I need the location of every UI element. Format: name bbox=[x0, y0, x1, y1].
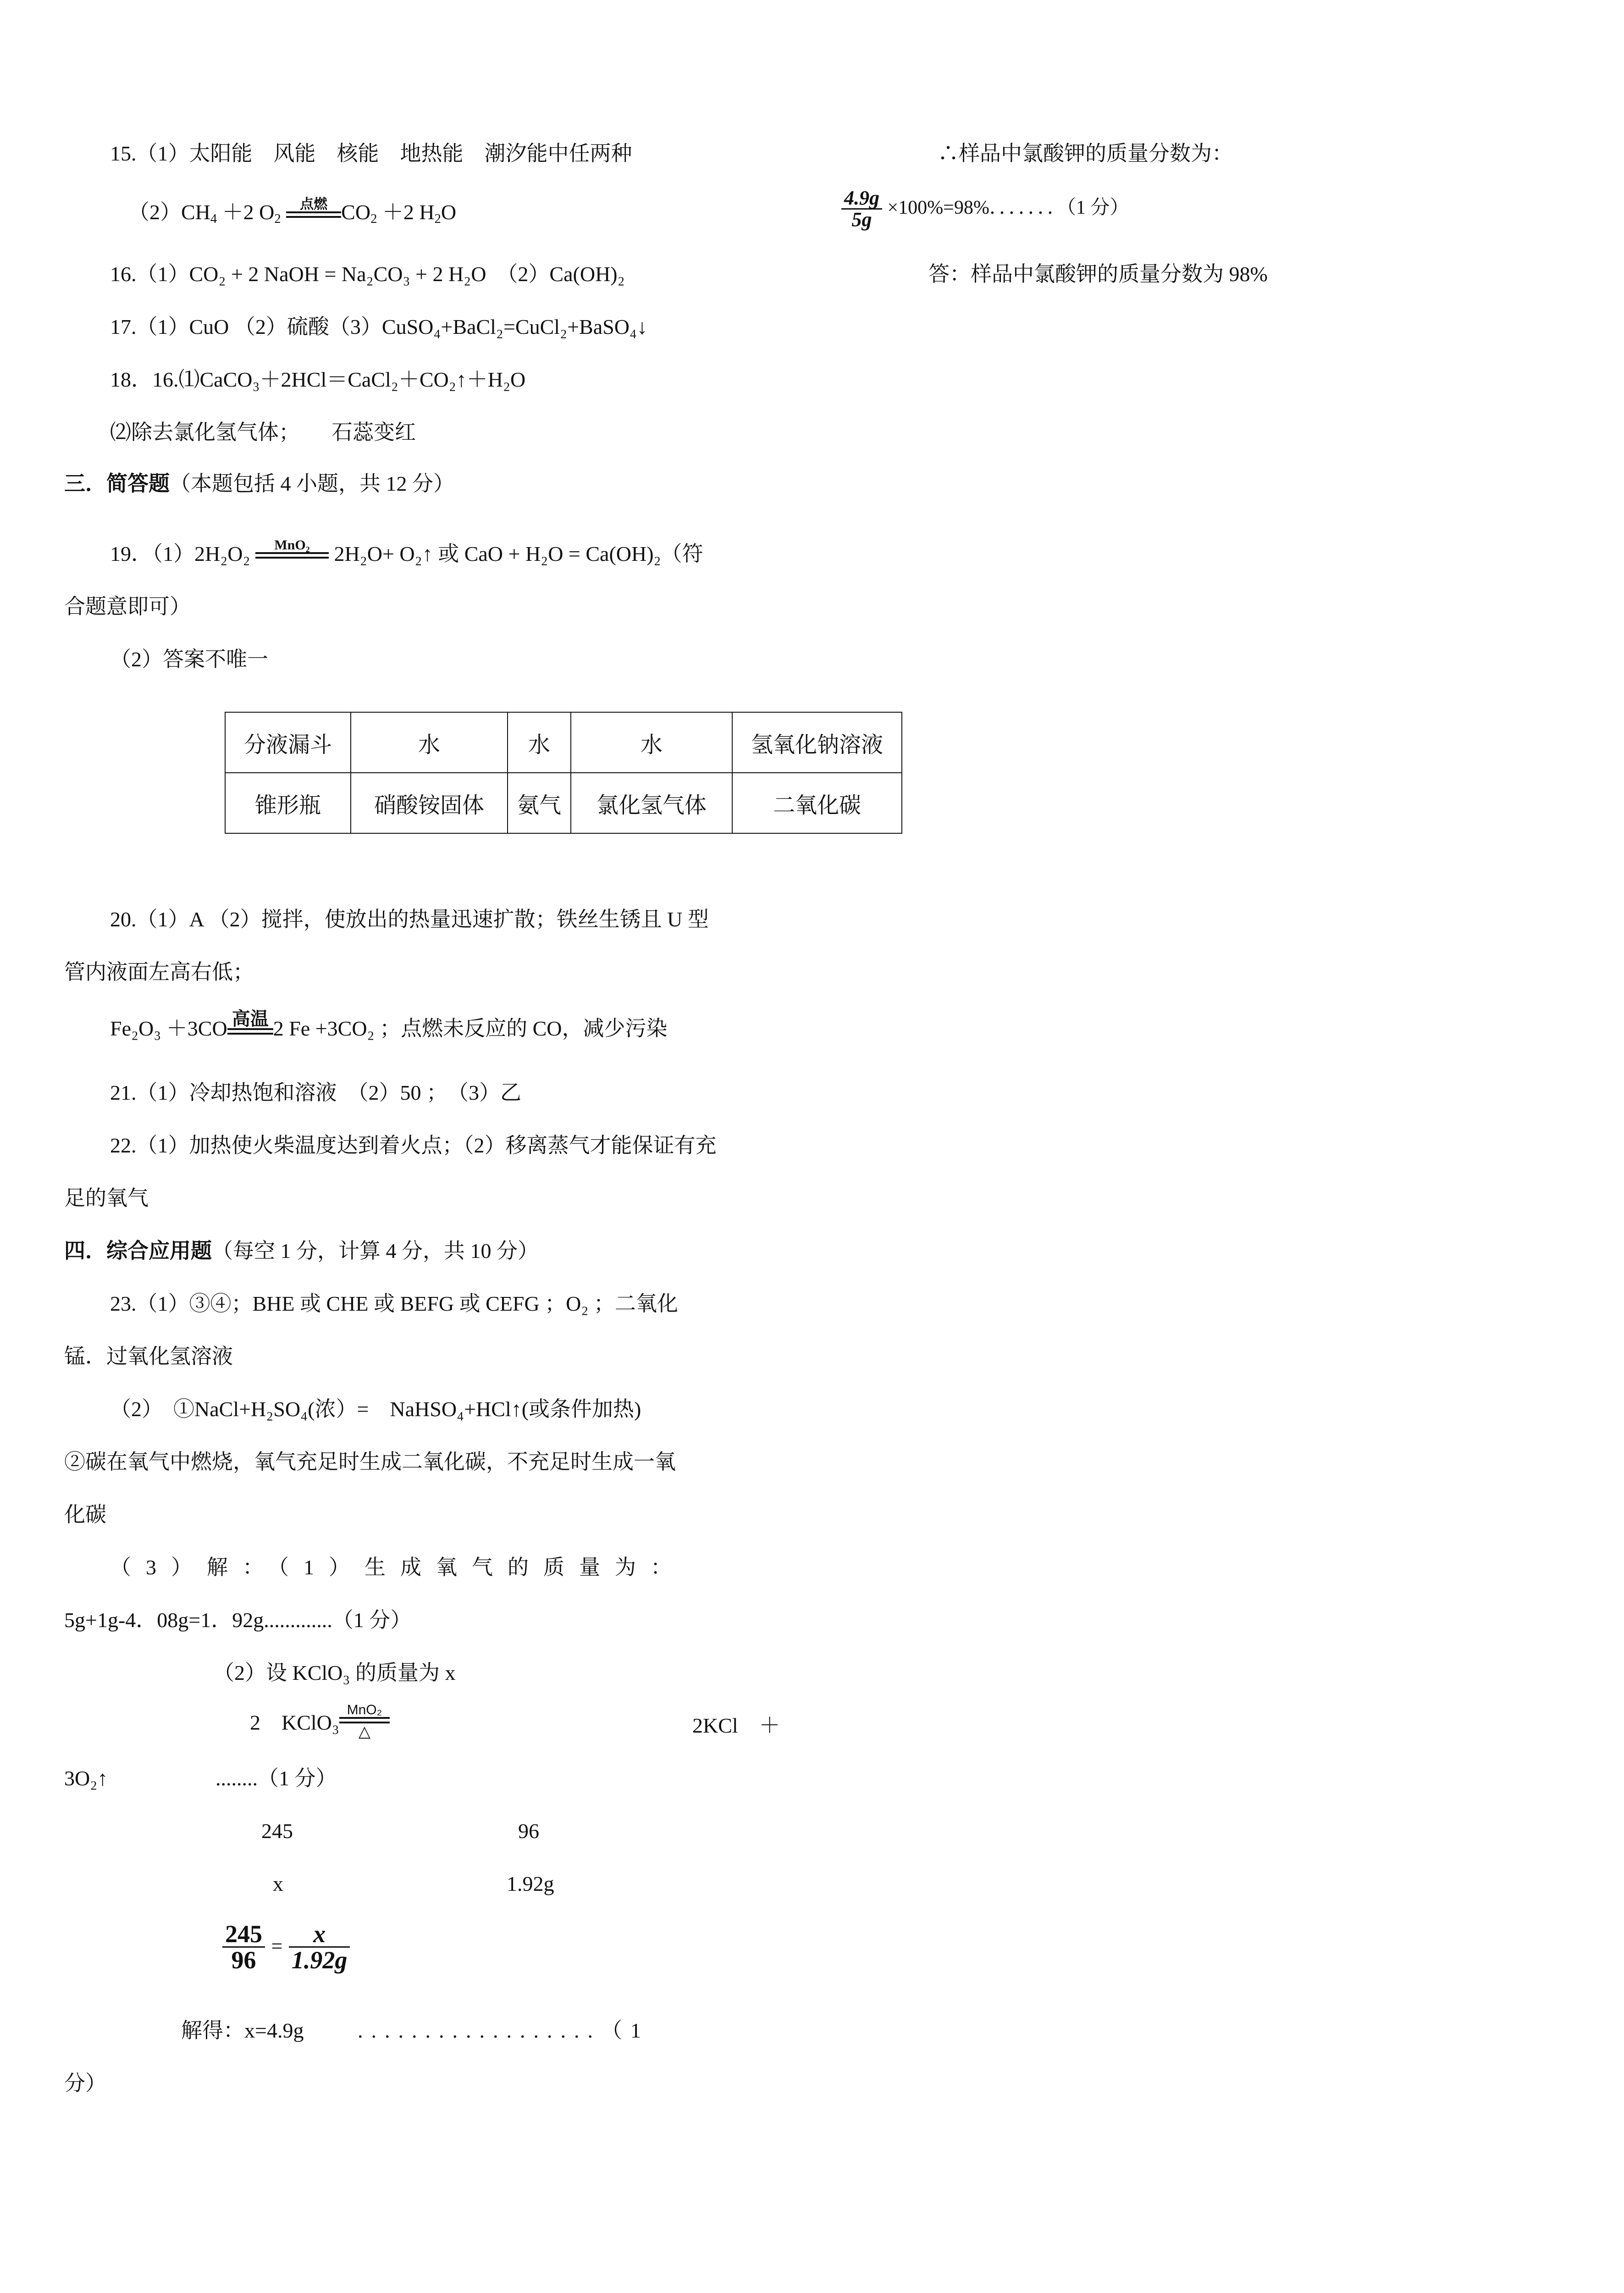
q22-line2: 足的氧气 bbox=[64, 1186, 149, 1210]
right-line3: 答：样品中氯酸钾的质量分数为 98% bbox=[928, 262, 1268, 286]
q23-equation: 2 KClO₃ MnO₂ △ bbox=[250, 1706, 390, 1743]
q23-line6: （3）解：（1）生成氧气的质量为： bbox=[110, 1556, 686, 1579]
q23-line1: 23.（1）③④；BHE 或 CHE 或 BEFG 或 CEFG ；O₂ ；二氧化 bbox=[110, 1292, 678, 1315]
table-row bbox=[225, 773, 902, 833]
table-cell: 硝酸铵固体 bbox=[351, 773, 508, 833]
table-cell: 水 bbox=[571, 712, 732, 773]
table-cell: 二氧化碳 bbox=[732, 773, 902, 833]
q23-line13a: 解得：x=4.9g bbox=[181, 2019, 304, 2042]
q23-line11a: 245 bbox=[261, 1819, 293, 1843]
q23-line12b: 1.92g bbox=[507, 1872, 554, 1895]
q23-line14: 分） bbox=[64, 2071, 106, 2095]
q23-line11b: 96 bbox=[518, 1819, 539, 1843]
table-cell: 水 bbox=[351, 712, 508, 773]
q22-line1: 22.（1）加热使火柴温度达到着火点；（2）移离蒸气才能保证有充 bbox=[110, 1134, 717, 1157]
q23-line12a: x bbox=[273, 1872, 283, 1895]
q21: 21.（1）冷却热饱和溶液 （2）50 ； （3）乙 bbox=[110, 1081, 521, 1104]
q17: 17.（1）CuO （2）硫酸（3）CuSO₄+BaCl₂=CuCl₂+BaSO₄↓ bbox=[110, 315, 647, 338]
q19-line1-cont: 合题意即可） bbox=[64, 595, 191, 618]
q23-equation-right: 2KCl ＋ bbox=[692, 1714, 780, 1737]
q20-line3: Fe₂O₃ ＋3CO 高温 2 Fe +3CO₂ ；点燃未反应的 CO，减少污染 bbox=[110, 1008, 668, 1040]
q23-line2: 锰．过氧化氢溶液 bbox=[64, 1345, 233, 1368]
q16: 16.（1）CO₂ + 2 NaOH = Na₂CO₃ + 2 H₂O （2）Ca(OH)₂ bbox=[110, 262, 625, 286]
q18-line1: 18．16.⑴CaCO₃＋2HCl＝CaCl₂＋CO₂↑＋H₂O bbox=[110, 368, 526, 391]
q23-line5: 化碳 bbox=[64, 1503, 106, 1526]
q19-line1: 19．（1）2H₂O₂ MnO₂ 2H₂O+ O₂↑ 或 CaO + H₂O = Ca(OH)₂（符 bbox=[110, 537, 703, 565]
q23-line10b: ........（1 分） bbox=[215, 1767, 337, 1790]
table-row bbox=[225, 712, 902, 773]
section3-heading: 三．简答题（本题包括 4 小题，共 12 分） bbox=[64, 472, 454, 495]
right-line1: ∴样品中氯酸钾的质量分数为： bbox=[938, 142, 1233, 165]
table-cell: 氨气 bbox=[508, 773, 571, 833]
table-cell: 水 bbox=[508, 712, 571, 773]
q23-line4: ②碳在氧气中燃烧，氧气充足时生成二氧化碳，不充足时生成一氧 bbox=[64, 1450, 676, 1473]
q15-part2-equation: $(2)CH_4 +2$ $O_2$ 点燃 $CO_2 +2$ $H_2O$ bbox=[128, 197, 457, 226]
q15-part1: 15.（1）太阳能 风能 核能 地热能 潮汐能中任两种 bbox=[110, 142, 632, 165]
q23-line8: （2）设 KClO₃ 的质量为 x bbox=[213, 1661, 456, 1684]
q23-line3: （2） ①NaCl+H₂SO₄(浓）= NaHSO₄+HCl↑(或条件加热) bbox=[110, 1397, 641, 1421]
q23-line7: 5g+1g-4．08g=1．92g.............（1 分） bbox=[64, 1608, 412, 1632]
q23-line13b: ..................（1 bbox=[358, 2019, 649, 2042]
q20-line1: 20.（1）A （2）搅拌，使放出的热量迅速扩散；铁丝生锈且 U 型 bbox=[110, 908, 709, 931]
table-cell: 氯化氢气体 bbox=[571, 773, 732, 833]
table-cell: 分液漏斗 bbox=[225, 712, 351, 773]
q19-part2: （2）答案不唯一 bbox=[110, 648, 268, 671]
table-cell: 氢氧化钠溶液 bbox=[732, 712, 902, 773]
section4-heading: 四．综合应用题（每空 1 分，计算 4 分，共 10 分） bbox=[64, 1239, 539, 1263]
table-cell: 锥形瓶 bbox=[225, 773, 351, 833]
q20-line2: 管内液面左高右低； bbox=[64, 960, 254, 984]
q23-line10a: 3O₂↑ bbox=[64, 1767, 108, 1790]
proportion: $\frac{245}{96}$ = $\frac{x}{1.92g}$ bbox=[222, 1922, 350, 1972]
answer-table bbox=[225, 712, 902, 834]
right-line2: $\frac{4.9g}{5g}$ ×100%=98%．．．．．．．（1 分） bbox=[841, 188, 1129, 230]
q18-line2: ⑵除去氯化氢气体； 石蕊变红 bbox=[110, 421, 416, 444]
